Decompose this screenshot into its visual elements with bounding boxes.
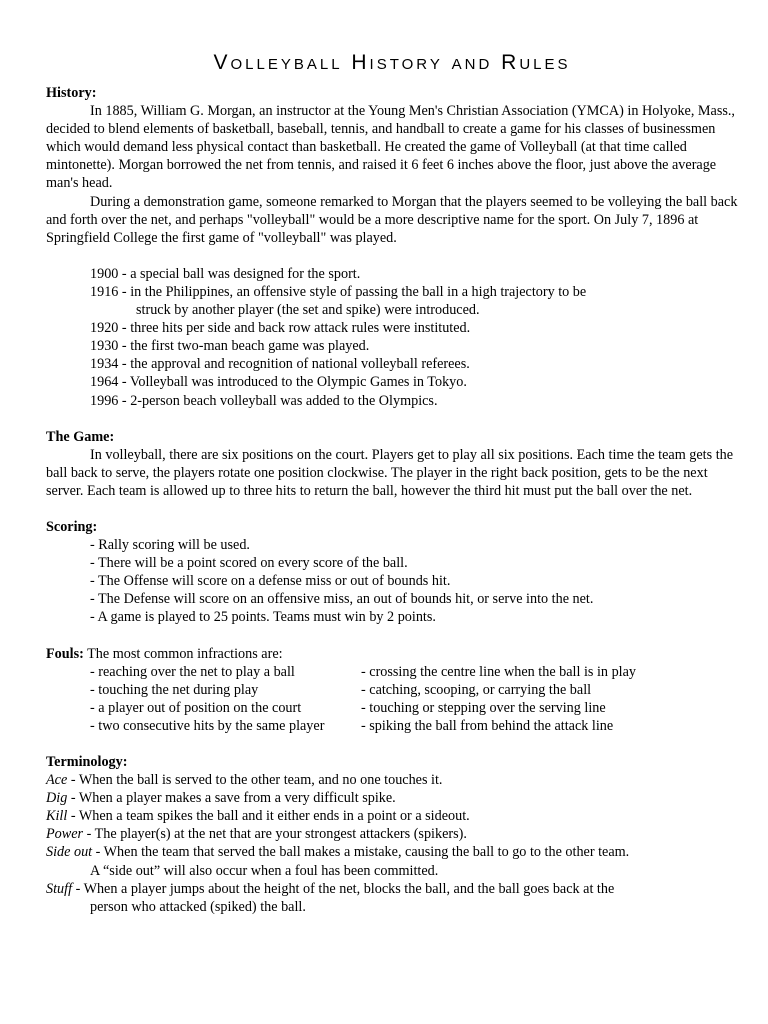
scoring-item: - A game is played to 25 points. Teams must win by 2 points. <box>90 609 436 626</box>
term-definition: - When a player jumps about the height of the net, blocks the ball, and the ball goes back at the <box>72 880 615 897</box>
fouls-intro: The most common infractions are: <box>83 645 283 662</box>
foul-item: - crossing the centre line when the ball is in play <box>361 663 637 680</box>
term-definition: - The player(s) at the net that are your strongest attackers (spikers). <box>83 826 467 843</box>
scoring-list <box>46 536 738 626</box>
term-name: Ace <box>46 772 68 789</box>
fouls-list <box>46 663 738 735</box>
terminology-heading: Terminology: <box>46 754 128 770</box>
term-entry <box>46 843 738 879</box>
timeline-text: 1920 - three hits per side and back row attack rules were instituted. <box>90 320 471 337</box>
scoring-item: - The Offense will score on a defense miss or out of bounds hit. <box>90 573 451 590</box>
term-entry <box>46 825 738 843</box>
timeline-text: 1964 - Volleyball was introduced to the Olympic Games in Tokyo. <box>90 374 467 391</box>
game-section <box>46 428 738 500</box>
history-timeline <box>46 265 738 410</box>
game-heading: The Game: <box>46 428 115 445</box>
history-section <box>46 84 738 410</box>
timeline-item <box>90 337 738 355</box>
scoring-heading: Scoring: <box>46 518 98 535</box>
foul-item: - touching or stepping over the serving line <box>361 699 606 716</box>
timeline-text: 1996 - 2-person beach volleyball was added to the Olympics. <box>90 392 438 409</box>
scoring-item: - Rally scoring will be used. <box>90 537 250 554</box>
term-entry <box>46 807 738 825</box>
term-name: Power <box>46 826 84 843</box>
timeline-item <box>90 355 738 373</box>
foul-item: - reaching over the net to play a ball <box>90 663 295 680</box>
term-name: Dig <box>46 790 68 807</box>
history-heading: History: <box>46 85 97 101</box>
term-continuation: person who attacked (spiked) the ball. <box>90 898 306 915</box>
term-name: Kill <box>46 808 68 825</box>
timeline-item <box>90 283 738 319</box>
term-definition: - When a team spikes the ball and it either ends in a point or a sideout. <box>67 808 470 825</box>
timeline-text: 1916 - in the Philippines, an offensive style of passing the ball in a high trajectory to be <box>90 283 587 300</box>
scoring-item: - There will be a point scored on every score of the ball. <box>90 555 408 572</box>
foul-item: - touching the net during play <box>90 681 259 698</box>
history-paragraph-2: During a demonstration game, someone remarked to Morgan that the players seemed to be volleying the ball back and forth over the net, and perhaps "volleyball" would be a more descriptive name for the sport. On July 7, 1896 at Springfield College the first game of "volleyball" was played. <box>46 193 738 246</box>
history-paragraph-1: In 1885, William G. Morgan, an instructor at the Young Men's Christian Association (YMCA) in Holyoke, Mass., decided to blend elements of basketball, baseball, tennis, and handball to create a game for his classes of businessmen which would demand less physical contact than basketball. He created the game of Volleyball (at that time called mintonette). Morgan borrowed the net from tennis, and raised it 6 feet 6 inches above the floor, just above the average man's head. <box>46 103 735 192</box>
term-definition: - When a player makes a save from a very difficult spike. <box>67 790 396 807</box>
foul-item: - two consecutive hits by the same player <box>90 717 325 734</box>
term-name: Side out <box>46 844 93 861</box>
timeline-text: 1900 - a special ball was designed for the sport. <box>90 265 361 282</box>
fouls-section <box>46 645 738 735</box>
fouls-heading: Fouls: <box>46 645 84 662</box>
timeline-text: 1934 - the approval and recognition of national volleyball referees. <box>90 356 470 373</box>
page-title: Volleyball History and Rules <box>213 51 571 74</box>
term-name: Stuff <box>46 880 73 897</box>
term-entry <box>46 771 738 789</box>
timeline-continuation: struck by another player (the set and spike) were introduced. <box>136 302 480 319</box>
term-entry <box>46 880 738 916</box>
scoring-item: - The Defense will score on an offensive miss, an out of bounds hit, or serve into the net. <box>90 591 594 608</box>
foul-item: - a player out of position on the court <box>90 699 302 716</box>
foul-item: - catching, scooping, or carrying the ball <box>361 681 592 698</box>
timeline-item <box>90 373 738 391</box>
term-definition: - When the ball is served to the other team, and no one touches it. <box>67 772 443 789</box>
game-paragraph: In volleyball, there are six positions on the court. Players get to play all six positions. Each time the team gets the ball back to serve, the players rotate one position clockwise. The player in the right back position, gets to be the next server. Each team is allowed up to three hits to return the ball, however the third hit must put the ball over the net. <box>46 446 734 499</box>
scoring-section <box>46 518 738 627</box>
timeline-item <box>90 392 738 410</box>
foul-item: - spiking the ball from behind the attack line <box>361 717 614 734</box>
timeline-item <box>90 265 738 283</box>
timeline-text: 1930 - the first two-man beach game was played. <box>90 338 370 355</box>
term-definition: - When the team that served the ball makes a mistake, causing the ball to go to the other team. <box>92 844 630 861</box>
timeline-item <box>90 319 738 337</box>
term-continuation: A “side out” will also occur when a foul has been committed. <box>90 862 439 879</box>
term-entry <box>46 789 738 807</box>
terminology-section <box>46 753 738 916</box>
